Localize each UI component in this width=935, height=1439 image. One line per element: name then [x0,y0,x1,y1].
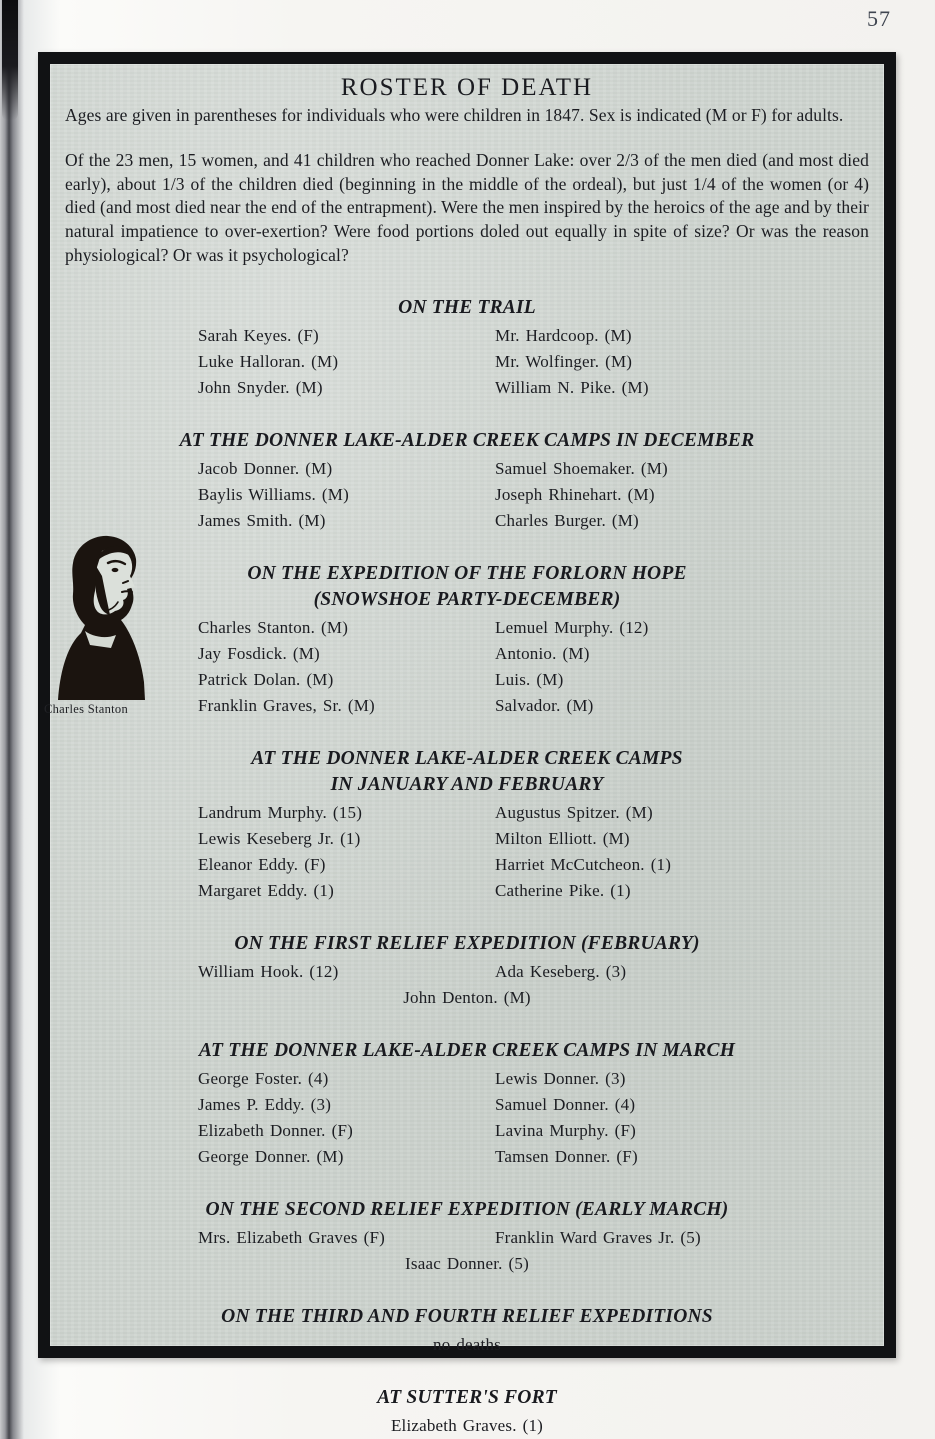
roster-name-left: Baylis Williams. (M) [198,484,349,504]
roster-name-left: James P. Eddy. (3) [198,1094,332,1114]
roster-row [198,1225,884,1251]
panel-title: ROSTER OF DEATH [340,74,594,101]
section-heading-line: AT SUTTER'S FORT [377,1386,557,1408]
roster-row [198,693,884,719]
roster-row [198,615,884,641]
roster-panel-frame [38,52,896,1435]
roster-name-left: Luke Halloran. (M) [198,351,339,371]
section-heading-line: ON THE TRAIL [398,296,536,318]
roster-name-right: Milton Elliott. (M) [495,828,630,848]
roster-name-right: Samuel Donner. (4) [495,1094,636,1114]
roster-name-centered: no deaths [433,1334,501,1354]
book-spine-shadow [2,0,18,120]
section-heading-line: ON THE THIRD AND FOURTH RELIEF EXPEDITIONS [221,1305,713,1327]
roster-section [50,1304,884,1358]
roster-name-right: Catherine Pike. (1) [495,880,631,900]
intro-paragraph-1: Ages are given in parentheses for individuals who were children in 1847. Sex is indicated (M or F) for adults. [65,105,844,125]
section-heading-line: AT THE DONNER LAKE-ALDER CREEK CAMPS IN MARCH [198,1039,736,1061]
intro-paragraphs [50,104,884,268]
roster-name-left: Mrs. Elizabeth Graves (F) [198,1227,386,1247]
portrait-caption: Charles Stanton [44,702,129,716]
roster-row [198,349,884,375]
roster-row [198,508,884,534]
roster-row [198,323,884,349]
roster-name-left: Lewis Keseberg Jr. (1) [198,828,361,848]
roster-name-centered: Isaac Donner. (5) [405,1253,529,1273]
roster-name-left: George Donner. (M) [198,1146,344,1166]
roster-row [198,482,884,508]
roster-sections [50,295,884,1439]
roster-section [50,1385,884,1439]
roster-name-right: Lemuel Murphy. (12) [495,617,649,637]
roster-row [198,1144,884,1170]
roster-name-left: Patrick Dolan. (M) [198,669,334,689]
roster-name-centered: John Denton. (M) [403,987,531,1007]
roster-name-right: Lewis Donner. (3) [495,1068,626,1088]
roster-row [198,1092,884,1118]
roster-name-left: William Hook. (12) [198,961,339,981]
section-heading [50,295,884,321]
roster-row [198,375,884,401]
roster-name-left: John Snyder. (M) [198,377,323,397]
roster-name-left: Charles Stanton. (M) [198,617,349,637]
section-heading [50,746,884,798]
roster-name-right: Samuel Shoemaker. (M) [495,458,668,478]
roster-section [50,428,884,534]
roster-name-right: Mr. Hardcoop. (M) [495,325,632,345]
roster-name-left: Franklin Graves, Sr. (M) [198,695,375,715]
roster-row [198,641,884,667]
roster-name-right: Tamsen Donner. (F) [495,1146,638,1166]
roster-name-left: Jay Fosdick. (M) [198,643,320,663]
roster-name-right: Augustus Spitzer. (M) [495,802,653,822]
section-heading [50,1197,884,1223]
portrait-charles-stanton [38,532,170,717]
roster-panel [44,64,884,1435]
roster-row [198,959,884,985]
section-heading [50,428,884,454]
roster-row [198,826,884,852]
roster-name-right: Antonio. (M) [495,643,590,663]
roster-name-left: Jacob Donner. (M) [198,458,333,478]
section-heading [50,1385,884,1411]
roster-name-left: Margaret Eddy. (1) [198,880,334,900]
roster-row [198,1066,884,1092]
section-heading-line: ON THE EXPEDITION OF THE FORLORN HOPE [247,562,687,584]
intro-paragraph-2: Of the 23 men, 15 women, and 41 children who reached Donner Lake: over 2/3 of the men died (and most died early), about 1/3 of the children died (beginning in the middle of the ordeal), but just 1/4 of the women (or 4) died (and most died near the end of the entrapment). Were the men inspired by the heroics of the age and by their natural impatience to over-exertion? Were food portions doled out equally in spite of size? Or was the reason physiological? Or was it psychological? [65,149,869,265]
roster-name-right: Lavina Murphy. (F) [495,1120,636,1140]
roster-name-left: Sarah Keyes. (F) [198,325,319,345]
roster-row [198,800,884,826]
roster-row [198,852,884,878]
charles-stanton-portrait-icon [38,532,164,700]
section-heading-line: (SNOWSHOE PARTY-DECEMBER) [313,588,621,610]
roster-section [50,1197,884,1277]
roster-name-right: Joseph Rhinehart. (M) [495,484,655,504]
roster-section [50,295,884,401]
roster-name-centered: Elizabeth Graves. (1) [390,1415,544,1435]
roster-name-left: George Foster. (4) [198,1068,329,1088]
roster-name-right: Salvador. (M) [495,695,594,715]
section-heading-line: IN JANUARY AND FEBRUARY [330,773,604,795]
section-heading [50,1304,884,1330]
roster-name-right: Franklin Ward Graves Jr. (5) [495,1227,701,1247]
roster-name-right: Charles Burger. (M) [495,510,639,530]
roster-name-left: Eleanor Eddy. (F) [198,854,326,874]
roster-name-right: Luis. (M) [495,669,564,689]
roster-name-left: Landrum Murphy. (15) [198,802,363,822]
roster-name-right: Harriet McCutcheon. (1) [495,854,672,874]
roster-section [50,746,884,904]
roster-section [50,931,884,1011]
roster-name-right: Ada Keseberg. (3) [495,961,627,981]
section-heading [50,561,884,613]
roster-section [50,561,884,719]
roster-row [198,878,884,904]
section-heading-line: AT THE DONNER LAKE-ALDER CREEK CAMPS [251,747,683,769]
section-heading-line: AT THE DONNER LAKE-ALDER CREEK CAMPS IN DECEMBER [179,429,755,451]
roster-row [198,1118,884,1144]
roster-row [198,667,884,693]
section-heading-line: ON THE FIRST RELIEF EXPEDITION (FEBRUARY) [234,932,700,954]
section-heading-line: ON THE SECOND RELIEF EXPEDITION (EARLY MARCH) [205,1198,729,1220]
roster-name-left: Elizabeth Donner. (F) [198,1120,353,1140]
roster-name-right: Mr. Wolfinger. (M) [495,351,633,371]
roster-section [50,1038,884,1170]
page-number: 57 [867,6,891,31]
section-heading [50,931,884,957]
roster-row [198,456,884,482]
roster-name-left: James Smith. (M) [198,510,326,530]
section-heading [50,1038,884,1064]
roster-name-right: William N. Pike. (M) [495,377,649,397]
